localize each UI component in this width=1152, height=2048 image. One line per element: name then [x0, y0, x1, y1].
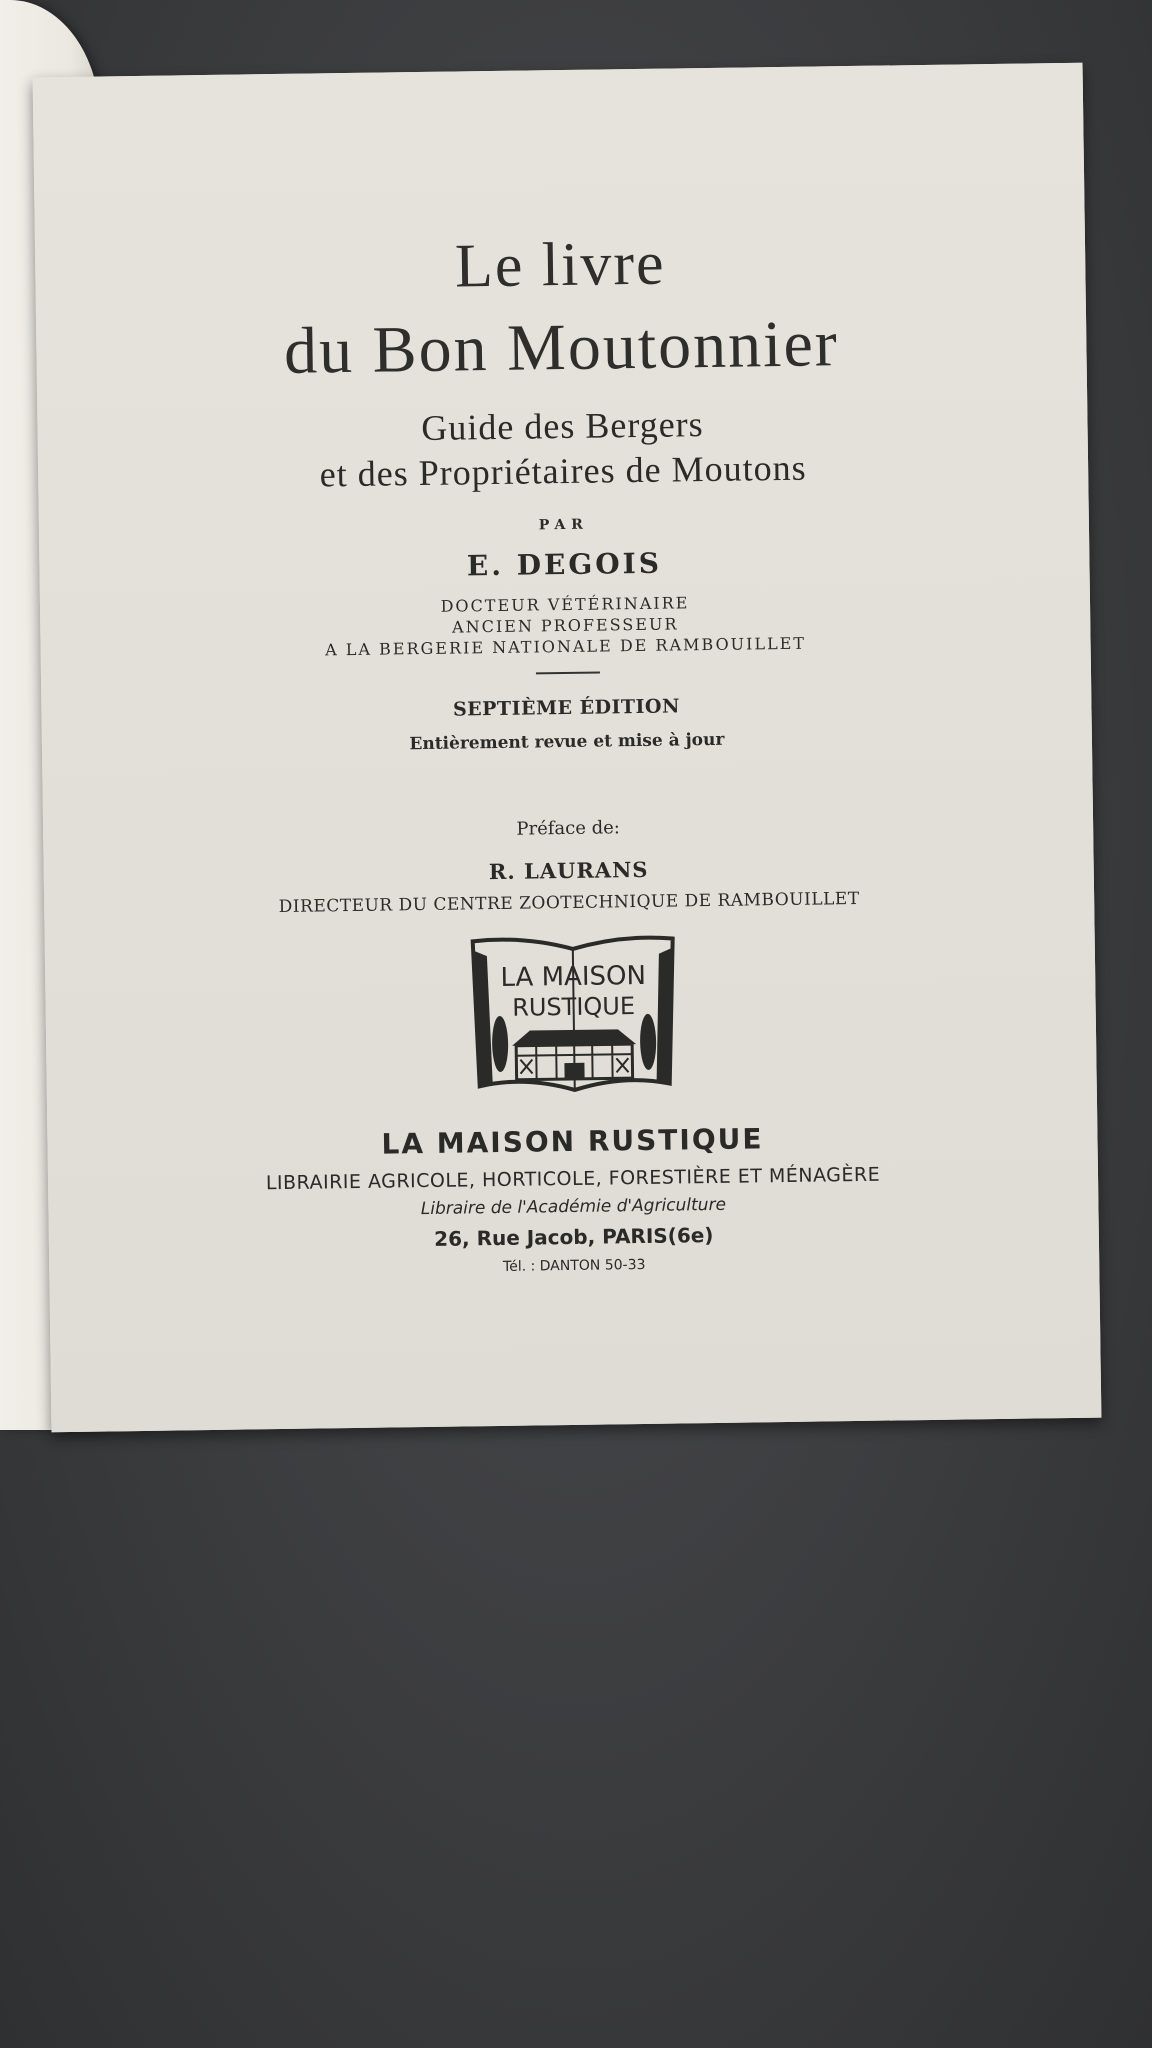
logo-line2: RUSTIQUE — [512, 992, 636, 1022]
publisher-logo-icon — [463, 933, 685, 1101]
preface-author: R. LAURANS — [488, 856, 649, 885]
preface-author-role: DIRECTEUR DU CENTRE ZOOTECHNIQUE DE RAMBOUILLET — [278, 888, 860, 918]
revised-note: Entièrement revue et mise à jour — [409, 729, 725, 755]
divider — [536, 672, 600, 675]
author-name: E. DEGOIS — [466, 546, 663, 583]
page-content — [33, 63, 1083, 1275]
title-page — [33, 63, 1102, 1433]
edition-label: SEPTIÈME ÉDITION — [452, 695, 681, 721]
publisher-name: LA MAISON RUSTIQUE — [381, 1122, 764, 1161]
publisher-phone: Tél. : DANTON 50-33 — [502, 1256, 646, 1275]
preface-label: Préface de: — [516, 817, 621, 840]
publisher-description: LIBRAIRIE AGRICOLE, HORTICOLE, FORESTIÈRE ET MÉNAGÈRE — [265, 1163, 881, 1195]
book-title-line1: Le livre — [454, 229, 666, 301]
author-credential: DOCTEUR VÉTÉRINAIRE — [440, 593, 690, 616]
subtitle-line1: Guide des Bergers — [421, 404, 704, 449]
book-title-line2: du Bon Moutonnier — [283, 307, 840, 388]
publisher-address: 26, Rue Jacob, PARIS(6e) — [434, 1223, 714, 1251]
logo-line1: LA MAISON — [500, 960, 647, 993]
by-label: PAR — [538, 516, 590, 534]
subtitle-line2: et des Propriétaires de Moutons — [319, 447, 807, 495]
author-credential: A LA BERGERIE NATIONALE DE RAMBOUILLET — [325, 633, 807, 660]
publisher-library: Libraire de l'Académie d'Agriculture — [420, 1194, 727, 1220]
author-credential: ANCIEN PROFESSEUR — [451, 614, 679, 637]
